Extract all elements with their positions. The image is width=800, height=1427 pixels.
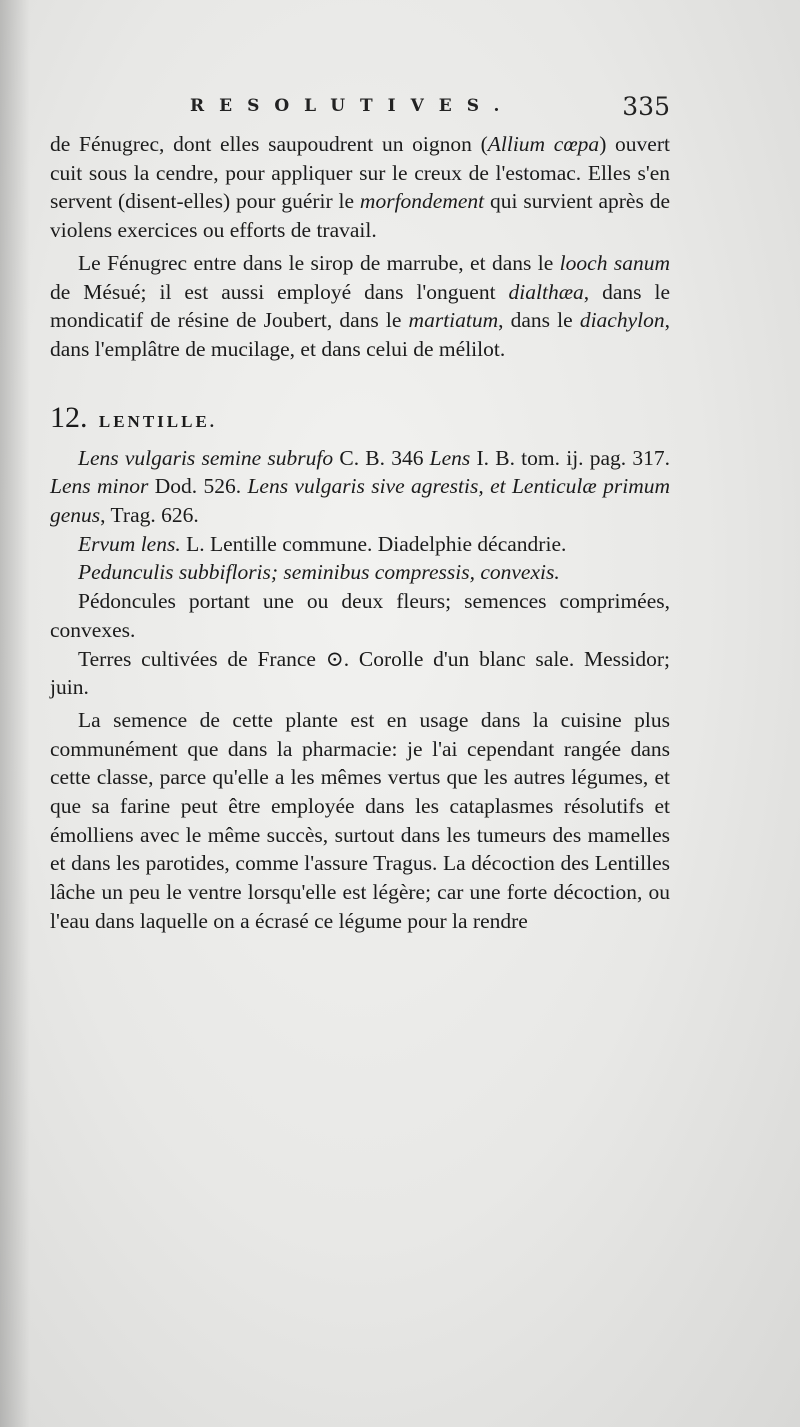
text-run: qui survient après de violens exercices ou efforts de travail.: [50, 189, 670, 243]
text-run: La semence de cette plante est en usage dans la cuisine plus communément que dans la pharmacie: je l'ai cependant rangée dans cette classe, parce qu'elle a les mêmes vertus que les autres légumes, et que sa farine peut être employée dans les cataplasmes résolutifs et émolliens avec le même succès, surtout dans les tumeurs des mamelles et dans les parotides, comme l'assure Tragus. La décoction des Lentilles lâche un peu le ventre lorsqu'elle est légère; car une forte décoction, ou l'eau dans laquelle on a écrasé ce légume pour la rendre: [50, 707, 670, 933]
italic-run: Allium cœpa: [487, 132, 600, 156]
paragraph-linnaean-name: [50, 530, 670, 559]
page-number: 335: [622, 92, 670, 121]
italic-run: Lens: [429, 445, 471, 470]
section-number: 12.: [50, 400, 88, 434]
paragraph-fenugrec-uses: [50, 249, 670, 364]
italic-run: Lens minor: [50, 474, 149, 499]
text-run: Terres cultivées de France ⊙. Corolle d'un blanc sale. Messidor; juin.: [50, 646, 670, 700]
text-run: de Fénugrec, dont elles saupoudrent un oignon (: [50, 132, 488, 156]
italic-run: dialthæa: [508, 279, 584, 304]
page-header: [190, 92, 670, 132]
italic-run: Lens vulgaris semine subrufo: [78, 445, 334, 470]
italic-run: Ervum lens.: [78, 531, 181, 556]
italic-run: morfondement: [359, 189, 485, 214]
italic-run: diachylon: [579, 308, 665, 333]
section-title: LENTILLE.: [98, 411, 218, 431]
text-run: Pédoncules portant une ou deux fleurs; semences comprimées, convexes.: [50, 589, 670, 642]
running-title: RESOLUTIVES.: [190, 96, 515, 116]
text-run: Dod. 526.: [148, 474, 248, 499]
paragraph-lentil-uses: [50, 706, 670, 936]
text-run: , dans le mondicatif de résine de Joubert, dans le: [50, 279, 670, 333]
text-run: I. B. tom. ij. pag. 317.: [470, 445, 671, 470]
paragraph-latin-description: [50, 558, 670, 587]
text-run: ) ouvert cuit sous la cendre, pour appliquer sur le creux de l'estomac. Elles s'en servent (disent-elles) pour guérir le: [50, 132, 670, 214]
paragraph-fenugrec-remedy: [50, 130, 670, 245]
text-run: , dans le: [498, 308, 580, 333]
text-run: , dans l'emplâtre de mucilage, et dans celui de mélilot.: [50, 308, 670, 361]
text-run: Le Fénugrec entre dans le sirop de marrube, et dans le: [78, 250, 560, 275]
italic-run: Lens vulgaris sive agrestis, et Lenticulæ primum genus: [50, 474, 670, 528]
text-run: de Mésué; il est aussi employé dans l'onguent: [50, 279, 509, 304]
paragraph-synonyms: [50, 444, 670, 530]
paragraph-habitat: [50, 645, 670, 702]
italic-run: Pedunculis subbifloris; seminibus compressis, convexis.: [78, 560, 560, 585]
section-heading: [50, 400, 670, 436]
text-run: C. B. 346: [333, 445, 430, 470]
text-run: L. Lentille commune. Diadelphie décandrie.: [180, 531, 567, 556]
spine-shadow: [0, 0, 30, 1427]
italic-run: martiatum: [408, 308, 499, 333]
text-run: , Trag. 626.: [100, 503, 199, 528]
body-text: [50, 130, 670, 936]
paragraph-french-description: [50, 587, 670, 644]
italic-run: looch sanum: [559, 250, 670, 275]
